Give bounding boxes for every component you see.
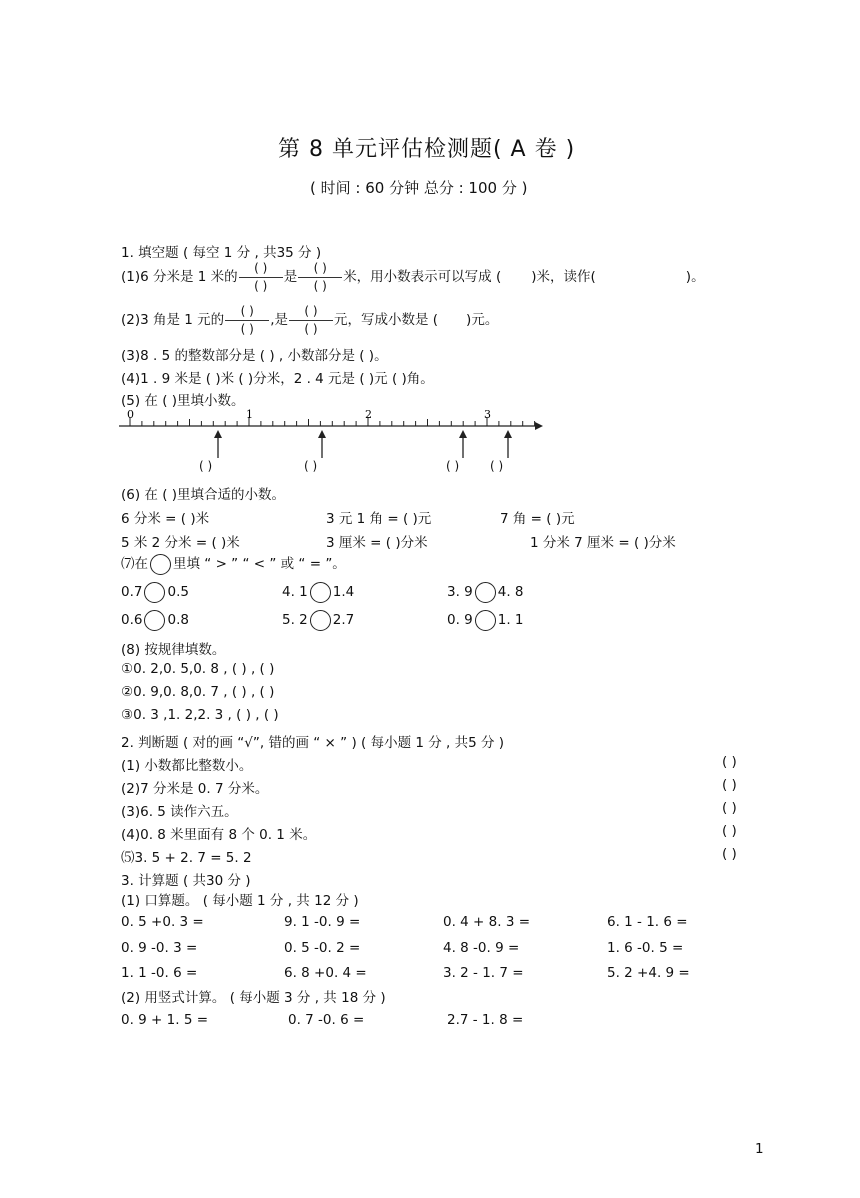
compare-circle[interactable]: [475, 582, 496, 603]
section2-heading: 2. 判断题 ( 对的画 “√”, 错的画 “ × ” ) ( 每小题 1 分 , 共5 分 ): [121, 735, 505, 751]
frac-top: ( ): [254, 260, 268, 275]
q8: (8) 按规律填数。: [121, 642, 226, 658]
oral-r1-c2: 9. 1 -0. 9 =: [284, 914, 361, 930]
judge-item-1: (1) 小数都比整数小。: [121, 758, 253, 774]
cmp-right: 4. 8: [497, 584, 524, 600]
oral-r1-c3: 0. 4 + 8. 3 =: [443, 914, 531, 930]
judge-item-3: (3)6. 5 读作六五。: [121, 804, 238, 820]
cmp-left: 3. 9: [447, 584, 473, 600]
judge-item-2: (2)7 分米是 0. 7 分米。: [121, 781, 269, 797]
q7-r1-c1: [121, 581, 189, 603]
cmp-right: 0.8: [167, 612, 189, 628]
q7: [121, 553, 346, 575]
tick-label-2: 2: [365, 408, 372, 421]
page-number: 1: [755, 1141, 764, 1157]
oral-r1-c1: 0. 5 +0. 3 =: [121, 914, 204, 930]
q2-text-b: ,是: [270, 312, 288, 328]
q6-r1-c1: 6 分米 = ( )米: [121, 511, 210, 527]
tick-label-3: 3: [484, 408, 491, 421]
oral-r2-c3: 4. 8 -0. 9 =: [443, 940, 520, 956]
q7-r1-c3: [447, 581, 524, 603]
section3-heading: 3. 计算题 ( 共30 分 ): [121, 873, 251, 889]
q6-r1-c2: 3 元 1 角 = ( )元: [326, 511, 432, 527]
oral-r3-c2: 6. 8 +0. 4 =: [284, 965, 367, 981]
page-subtitle: ( 时间 : 60 分钟 总分 : 100 分 ): [310, 179, 528, 197]
q2-text-c: 元，写成小数是 (: [333, 312, 439, 328]
q1-text-a: (1)6 分米是 1 米的: [121, 269, 238, 285]
q1-fraction-2: [298, 262, 342, 293]
q5: (5) 在 ( )里填小数。: [121, 393, 245, 409]
cmp-left: 0.6: [121, 612, 143, 628]
q7-text-b: 里填 “ > ” “ < ” 或 “ = ”。: [173, 556, 346, 572]
q6-r2-c3: 1 分米 7 厘米 = ( )分米: [530, 535, 676, 551]
compare-circle[interactable]: [144, 582, 165, 603]
oral-r2-c2: 0. 5 -0. 2 =: [284, 940, 361, 956]
cmp-right: 0.5: [167, 584, 189, 600]
cmp-right: 2.7: [332, 612, 355, 628]
q3: (3)8 . 5 的整数部分是 ( ) , 小数部分是 ( )。: [121, 348, 388, 364]
q6-r2-c1: 5 米 2 分米 = ( )米: [121, 535, 240, 551]
vertical-heading: (2) 用竖式计算。 ( 每小题 3 分 , 共 18 分 ): [121, 990, 386, 1006]
q6-r2-c2: 3 厘米 = ( )分米: [326, 535, 428, 551]
oral-r3-c4: 5. 2 +4. 9 =: [607, 965, 690, 981]
q7-r2-c2: [282, 609, 354, 631]
q1-fraction-1: [239, 262, 283, 293]
oral-r3-c1: 1. 1 -0. 6 =: [121, 965, 198, 981]
cmp-left: 5. 2: [282, 612, 308, 628]
q2: [121, 303, 498, 337]
vertical-c1: 0. 9 + 1. 5 =: [121, 1012, 209, 1028]
cmp-right: 1. 1: [497, 612, 524, 628]
page-title: 第 8 单元评估检测题( A 卷 ): [278, 137, 576, 162]
q2-fraction-1: [225, 305, 269, 336]
tick-label-0: 0: [127, 408, 134, 421]
oral-heading: (1) 口算题。 ( 每小题 1 分 , 共 12 分 ): [121, 893, 359, 909]
cmp-left: 0.7: [121, 584, 143, 600]
numberline-blank-2: ( ): [304, 459, 318, 473]
q2-text-a: (2)3 角是 1 元的: [121, 312, 225, 328]
q6: (6) 在 ( )里填合适的小数。: [121, 487, 286, 503]
judge-item-5: ⑸3. 5 + 2. 7 = 5. 2: [121, 850, 252, 866]
q2-fraction-2: [289, 305, 333, 336]
judge-blank-3[interactable]: ( ): [722, 800, 737, 816]
frac-bottom: ( ): [240, 321, 254, 336]
compare-circle[interactable]: [310, 582, 331, 603]
oral-r3-c3: 3. 2 - 1. 7 =: [443, 965, 524, 981]
compare-circle[interactable]: [310, 610, 331, 631]
q6-r1-c3: 7 角 = ( )元: [500, 511, 575, 527]
frac-top: ( ): [240, 303, 254, 318]
q7-r1-c2: [282, 581, 354, 603]
numberline-blank-3: ( ): [446, 459, 460, 473]
numberline-blank-1: ( ): [199, 459, 213, 473]
tick-label-1: 1: [246, 408, 253, 421]
oral-r2-c1: 0. 9 -0. 3 =: [121, 940, 198, 956]
q8-item-2: ②0. 9,0. 8,0. 7 , ( ) , ( ): [121, 684, 275, 700]
frac-top: ( ): [304, 303, 318, 318]
frac-bottom: ( ): [304, 321, 318, 336]
frac-top: ( ): [313, 260, 327, 275]
q1-text-b: 是: [283, 269, 298, 285]
q8-item-3: ③0. 3 ,1. 2,2. 3 , ( ) , ( ): [121, 707, 279, 723]
q1-text-e: )。: [685, 269, 705, 285]
q2-text-d: )元。: [466, 312, 499, 328]
numberline-blank-4: ( ): [490, 459, 504, 473]
vertical-c2: 0. 7 -0. 6 =: [288, 1012, 365, 1028]
cmp-right: 1.4: [332, 584, 355, 600]
q4: (4)1 . 9 米是 ( )米 ( )分米，2 . 4 元是 ( )元 ( )角。: [121, 371, 434, 387]
q1-text-d: )米，读作(: [531, 269, 596, 285]
judge-blank-4[interactable]: ( ): [722, 823, 737, 839]
cmp-left: 0. 9: [447, 612, 473, 628]
q7-r2-c1: [121, 609, 189, 631]
compare-circle[interactable]: [475, 610, 496, 631]
cmp-left: 4. 1: [282, 584, 308, 600]
circle-icon: [150, 554, 171, 575]
oral-r1-c4: 6. 1 - 1. 6 =: [607, 914, 688, 930]
judge-item-4: (4)0. 8 米里面有 8 个 0. 1 米。: [121, 827, 317, 843]
compare-circle[interactable]: [144, 610, 165, 631]
judge-blank-1[interactable]: ( ): [722, 754, 737, 770]
vertical-c3: 2.7 - 1. 8 =: [447, 1012, 524, 1028]
judge-blank-2[interactable]: ( ): [722, 777, 737, 793]
q7-text-a: ⑺在: [121, 556, 148, 572]
frac-bottom: ( ): [313, 278, 327, 293]
frac-bottom: ( ): [254, 278, 268, 293]
q7-r2-c3: [447, 609, 524, 631]
q1-text-c: 米，用小数表示可以写成 (: [343, 269, 502, 285]
section1-heading: 1. 填空题 ( 每空 1 分 , 共35 分 ): [121, 245, 322, 261]
oral-r2-c4: 1. 6 -0. 5 =: [607, 940, 684, 956]
judge-blank-5[interactable]: ( ): [722, 846, 737, 862]
q1: [121, 260, 705, 294]
q8-item-1: ①0. 2,0. 5,0. 8 , ( ) , ( ): [121, 661, 275, 677]
number-line: [115, 404, 545, 476]
